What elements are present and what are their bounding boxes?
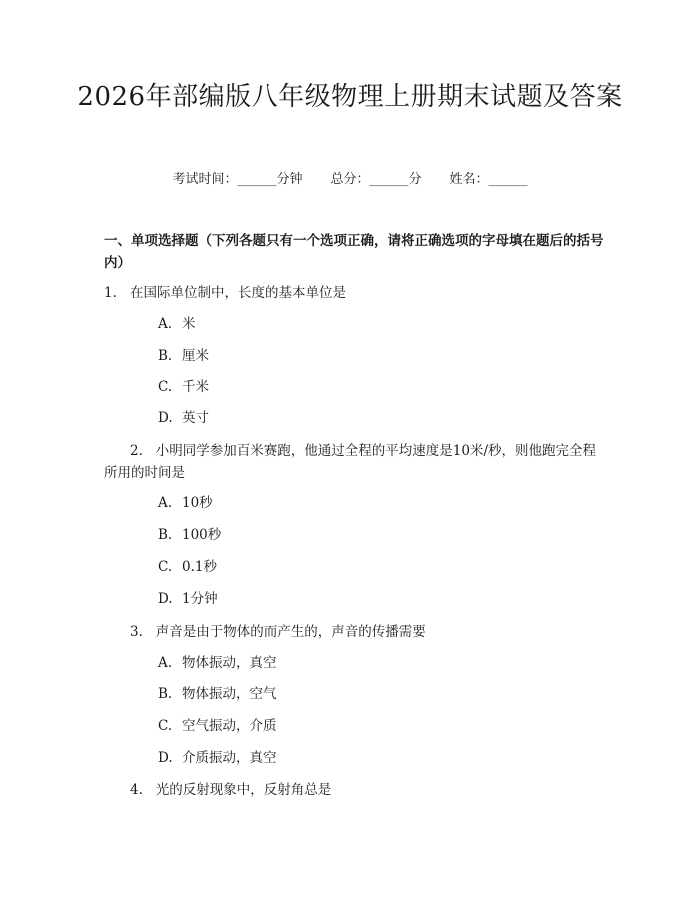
question-number: 3.: [130, 624, 143, 640]
question-1: [104, 282, 604, 304]
option-letter: C.: [158, 379, 173, 395]
option-letter: A.: [158, 316, 173, 332]
document-title: 2026年部编版八年级物理上册期末试题及答案: [77, 82, 623, 112]
option-3c: [158, 717, 277, 735]
option-1c: [158, 378, 209, 396]
question-4: [104, 779, 604, 801]
option-text: 1分钟: [182, 591, 218, 607]
option-letter: D.: [158, 750, 173, 766]
option-1a: [158, 315, 196, 333]
option-3b: [158, 685, 277, 703]
option-letter: A.: [158, 655, 173, 671]
question-text: 在国际单位制中，长度的基本单位是: [130, 285, 346, 301]
option-letter: C.: [158, 559, 173, 575]
score-field: 总分：______分: [330, 172, 422, 187]
option-text: 米: [182, 316, 196, 332]
option-letter: C.: [158, 718, 173, 734]
question-number: 2.: [130, 443, 143, 459]
option-2d: [158, 590, 218, 608]
question-number: 1.: [104, 285, 117, 301]
option-text: 100秒: [182, 527, 222, 543]
option-1b: [158, 347, 209, 365]
option-text: 空气振动，介质: [182, 718, 277, 734]
name-field: 姓名：______: [449, 172, 528, 187]
question-text: 光的反射现象中，反射角总是: [155, 782, 332, 798]
exam-meta: [0, 168, 700, 187]
option-letter: D.: [158, 591, 173, 607]
option-text: 0.1秒: [182, 559, 217, 575]
option-text: 物体振动，真空: [182, 655, 277, 671]
option-text: 物体振动，空气: [182, 686, 277, 702]
option-letter: A.: [158, 495, 173, 511]
option-3d: [158, 749, 277, 767]
option-letter: B.: [158, 348, 173, 364]
question-text: 小明同学参加百米赛跑，他通过全程的平均速度是10米/秒，则他跑完全程所用的时间是: [104, 443, 596, 481]
option-text: 英寸: [182, 410, 209, 426]
question-text: 声音是由于物体的而产生的，声音的传播需要: [155, 624, 426, 640]
section-heading: 一、单项选择题（下列各题只有一个选项正确，请将正确选项的字母填在题后的括号内）: [104, 233, 604, 271]
option-text: 厘米: [182, 348, 209, 364]
option-2c: [158, 558, 217, 576]
question-3: [104, 621, 604, 643]
option-letter: B.: [158, 527, 173, 543]
option-3a: [158, 654, 277, 672]
option-2a: [158, 494, 213, 512]
option-text: 千米: [182, 379, 209, 395]
option-letter: D.: [158, 410, 173, 426]
time-field: 考试时间：______分钟: [172, 172, 303, 187]
option-text: 介质振动，真空: [182, 750, 277, 766]
question-2: [104, 440, 604, 484]
option-1d: [158, 409, 209, 427]
option-2b: [158, 526, 221, 544]
option-text: 10秒: [182, 495, 213, 511]
question-number: 4.: [130, 782, 143, 798]
option-letter: B.: [158, 686, 173, 702]
